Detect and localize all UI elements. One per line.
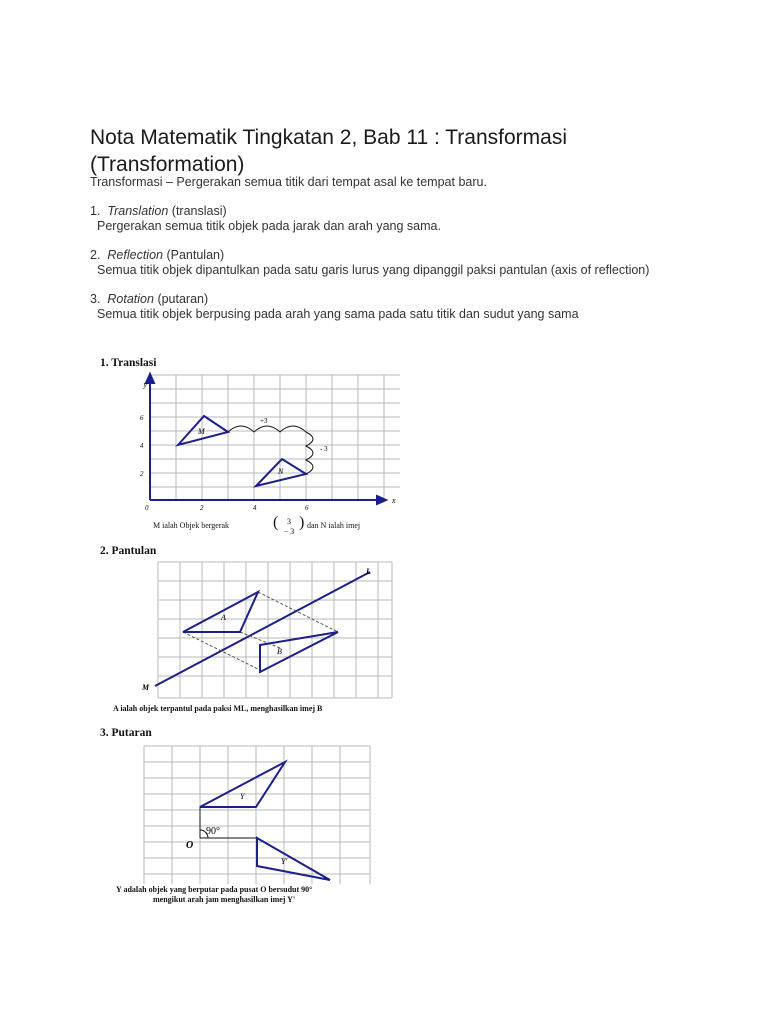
figure-heading-pantulan: 2. Pantulan [100, 545, 157, 557]
item-term: Translation [107, 204, 169, 218]
step-right-label: +3 [260, 417, 268, 425]
x-tick: 4 [253, 504, 257, 512]
triangle-a [183, 592, 258, 632]
item-desc: Semua titik objek dipantulkan pada satu garis lurus yang dipanggil paksi pantulan (axis of reflection) [97, 263, 650, 277]
caption-text: dan N ialah imej [307, 521, 361, 530]
y-axis-label: y [143, 380, 147, 389]
figure-heading-translasi: 1. Translasi [100, 357, 157, 369]
axis-end-l: L [366, 567, 371, 576]
intro-text: Transformasi – Pergerakan semua titik dari tempat asal ke tempat baru. [90, 175, 487, 189]
y-tick: 6 [140, 414, 144, 422]
item-term: Reflection [107, 248, 163, 262]
label-n: N [278, 467, 284, 476]
reflection-diagram [140, 560, 400, 700]
vector-bracket-right: ) [299, 514, 305, 531]
rotation-diagram [140, 744, 380, 884]
label-m: M [198, 427, 205, 436]
label-y-prime: Y' [281, 857, 288, 866]
item-number: 3. [90, 292, 101, 306]
item-number: 2. [90, 248, 101, 262]
axis-end-m: M [142, 683, 150, 692]
vector-top: 3 [287, 517, 291, 526]
y-tick: 2 [140, 470, 144, 478]
vector-bracket-left: ( [273, 514, 279, 531]
translation-arrows [228, 426, 313, 474]
item-rotation [90, 292, 208, 307]
item-term: Rotation [107, 292, 154, 306]
y-tick: 4 [140, 442, 144, 450]
label-y: Y [240, 792, 245, 801]
rotation-caption-line1: Y adalah objek yang berputar pada pusat O bersudut 90° [116, 885, 313, 894]
vector-bottom: − 3 [283, 527, 295, 536]
x-tick: 6 [305, 504, 309, 512]
item-translation [90, 204, 227, 219]
item-desc: Semua titik objek berpusing pada arah yang sama pada satu titik dan sudut yang sama [97, 307, 579, 321]
page-title: Nota Matematik Tingkatan 2, Bab 11 : Transformasi (Transformation) [90, 126, 568, 176]
reflection-caption: A ialah objek terpantul pada paksi ML, menghasilkan imej B [113, 704, 323, 713]
item-number: 1. [90, 204, 101, 218]
x-tick: 2 [200, 504, 204, 512]
x-tick: 0 [145, 504, 149, 512]
label-b: B [277, 647, 282, 656]
angle-label: 90° [206, 826, 220, 837]
x-axis-label: x [392, 496, 396, 505]
item-desc: Pergerakan semua titik objek pada jarak dan arah yang sama. [97, 219, 441, 233]
item-malay: (Pantulan) [166, 248, 225, 262]
caption-text: M ialah Objek bergerak [153, 521, 230, 530]
centre-o: O [186, 840, 194, 851]
item-reflection [90, 248, 224, 263]
translation-diagram [130, 370, 400, 520]
rotation-caption-line2: mengikut arah jam menghasilkan imej Y' [153, 895, 296, 904]
item-malay: (translasi) [171, 204, 227, 218]
grid [158, 562, 392, 698]
item-malay: (putaran) [157, 292, 209, 306]
label-a: A [221, 613, 226, 622]
figure-heading-putaran: 3. Putaran [100, 727, 152, 739]
step-down-label: - 3 [320, 445, 328, 453]
